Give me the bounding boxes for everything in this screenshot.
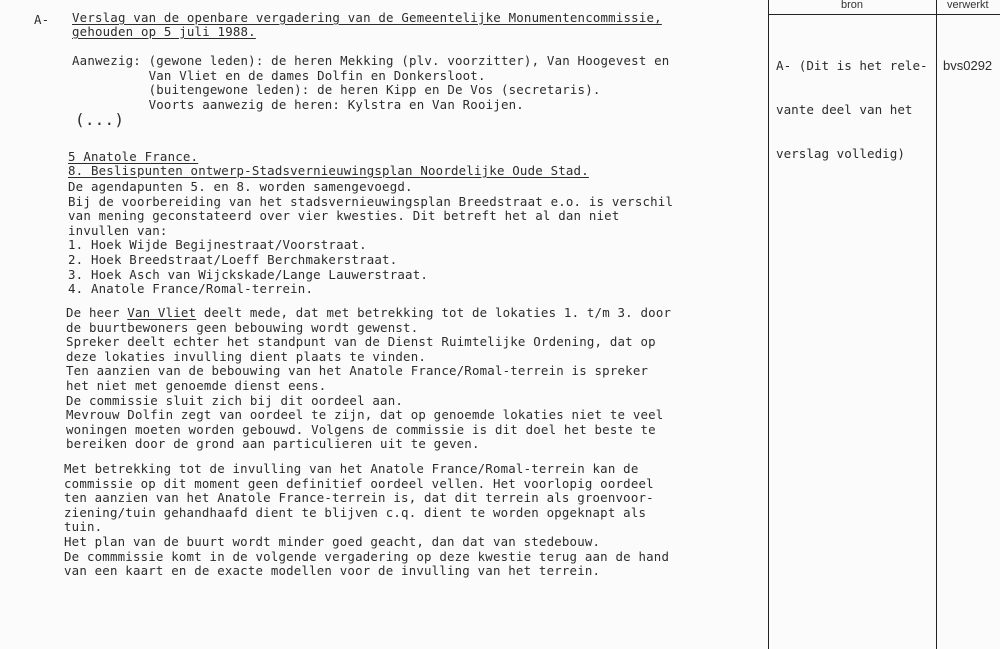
margin-label: A- [34,12,50,27]
column-divider [768,0,769,649]
paragraph-2 [66,306,671,452]
document-title-line2: gehouden op 5 juli 1988. [72,24,256,39]
attendance-line: (buitengewone leden): de heren Kipp en De Vos (secretaris). [72,82,601,98]
attendance-line: Van Vliet en de dames Dolfin en Donkersloot. [72,67,486,83]
text-span: De heer [66,305,128,320]
item-heading-line1: 5 Anatole France. [68,149,199,164]
text-line: het niet met genoemde dienst eens. [66,377,327,393]
text-line: Het plan van de buurt wordt minder goed geacht, dan dat van stedebouw. [64,533,601,549]
side-note-line: verslag volledig) [776,145,905,161]
list-item: 4. Anatole France/Romal-terrein. [68,281,314,297]
speaker-name: Van Vliet [127,305,197,320]
item-heading-line2: 8. Beslispunten ontwerp-Stadsvernieuwingsplan Noordelijke Oude Stad. [68,163,589,178]
side-note-line: vante deel van het [776,101,913,117]
list-item: 2. Hoek Breedstraat/Loeff Berchmakerstraat. [68,251,398,267]
attendance-block [72,54,669,112]
text-line: De agendapunten 5. en 8. worden samengevoegd. [68,179,413,194]
attendance-line: Aanwezig: (gewone leden): de heren Mekking (plv. voorzitter), Van Hoogevest en [72,53,670,68]
text-line [66,306,671,321]
list-item: 1. Hoek Wijde Begijnestraat/Voorstraat. [68,237,367,253]
text-line: van mening geconstateerd over vier kwesties. Dit betreft het al dan niet [68,208,620,224]
text-line: Met betrekking tot de invulling van het Anatole France/Romal-terrein kan de [64,461,639,476]
side-note-line: A- (Dit is het rele- [776,58,928,74]
text-line: invullen van: [68,222,168,238]
paragraph-1 [68,180,673,297]
text-span: deelt mede, dat met betrekking tot de lokaties 1. t/m 3. door [196,305,672,320]
header-rule [768,14,1000,15]
text-line: Mevrouw Dolfin zegt van oordeel te zijn, dat op genoemde lokaties niet te veel [66,407,664,423]
side-note [776,30,928,191]
paragraph-3 [64,462,669,579]
ellipsis-marker: (...) [75,110,125,129]
text-line: deze lokaties invulling dient plaats te vinden. [66,348,427,364]
text-line: woningen moeten worden gebouwd. Volgens de commissie is dit doel het beste te [66,421,656,437]
text-line: van een kaart en de exacte modellen voor de invulling van het terrein. [64,563,601,579]
text-line: de buurtbewoners geen bebouwing wordt gewenst. [66,319,419,335]
text-line: tuin. [64,519,103,535]
column-header-bron: bron [841,0,864,11]
column-divider [936,0,937,649]
document-title-line1: Verslag van de openbare vergadering van de Gemeentelijke Monumentencommissie, [72,10,662,25]
text-line: De commissie sluit zich bij dit oordeel aan. [66,392,404,408]
attendance-line: Voorts aanwezig de heren: Kylstra en Van Rooijen. [72,96,524,112]
column-header-verwerkt: verwerkt [947,0,989,11]
verwerkt-code: bvs0292 [943,58,993,73]
text-line: Ten aanzien van de bebouwing van het Anatole France/Romal-terrein is spreker [66,363,649,379]
text-line: ten aanzien van het Anatole France-terrein is, dat dit terrein als groenvoor- [64,490,654,506]
text-line: De commmissie komt in de volgende vergadering op deze kwestie terug aan de hand [64,548,670,564]
text-line: Spreker deelt echter het standpunt van de Dienst Ruimtelijke Ordening, dat op [66,334,656,350]
text-line: bereiken door de grond aan particulieren uit te geven. [66,436,480,452]
list-item: 3. Hoek Asch van Wijckskade/Lange Lauwerstraat. [68,266,429,282]
text-line: commissie op dit moment geen definitief oordeel vellen. Het voorlopig oordeel [64,475,654,491]
text-line: Bij de voorbereiding van het stadsvernieuwingsplan Breedstraat e.o. is verschil [68,193,674,209]
text-line: ziening/tuin gehandhaafd dient te blijven c.q. dient te worden opgeknapt als [64,504,647,520]
